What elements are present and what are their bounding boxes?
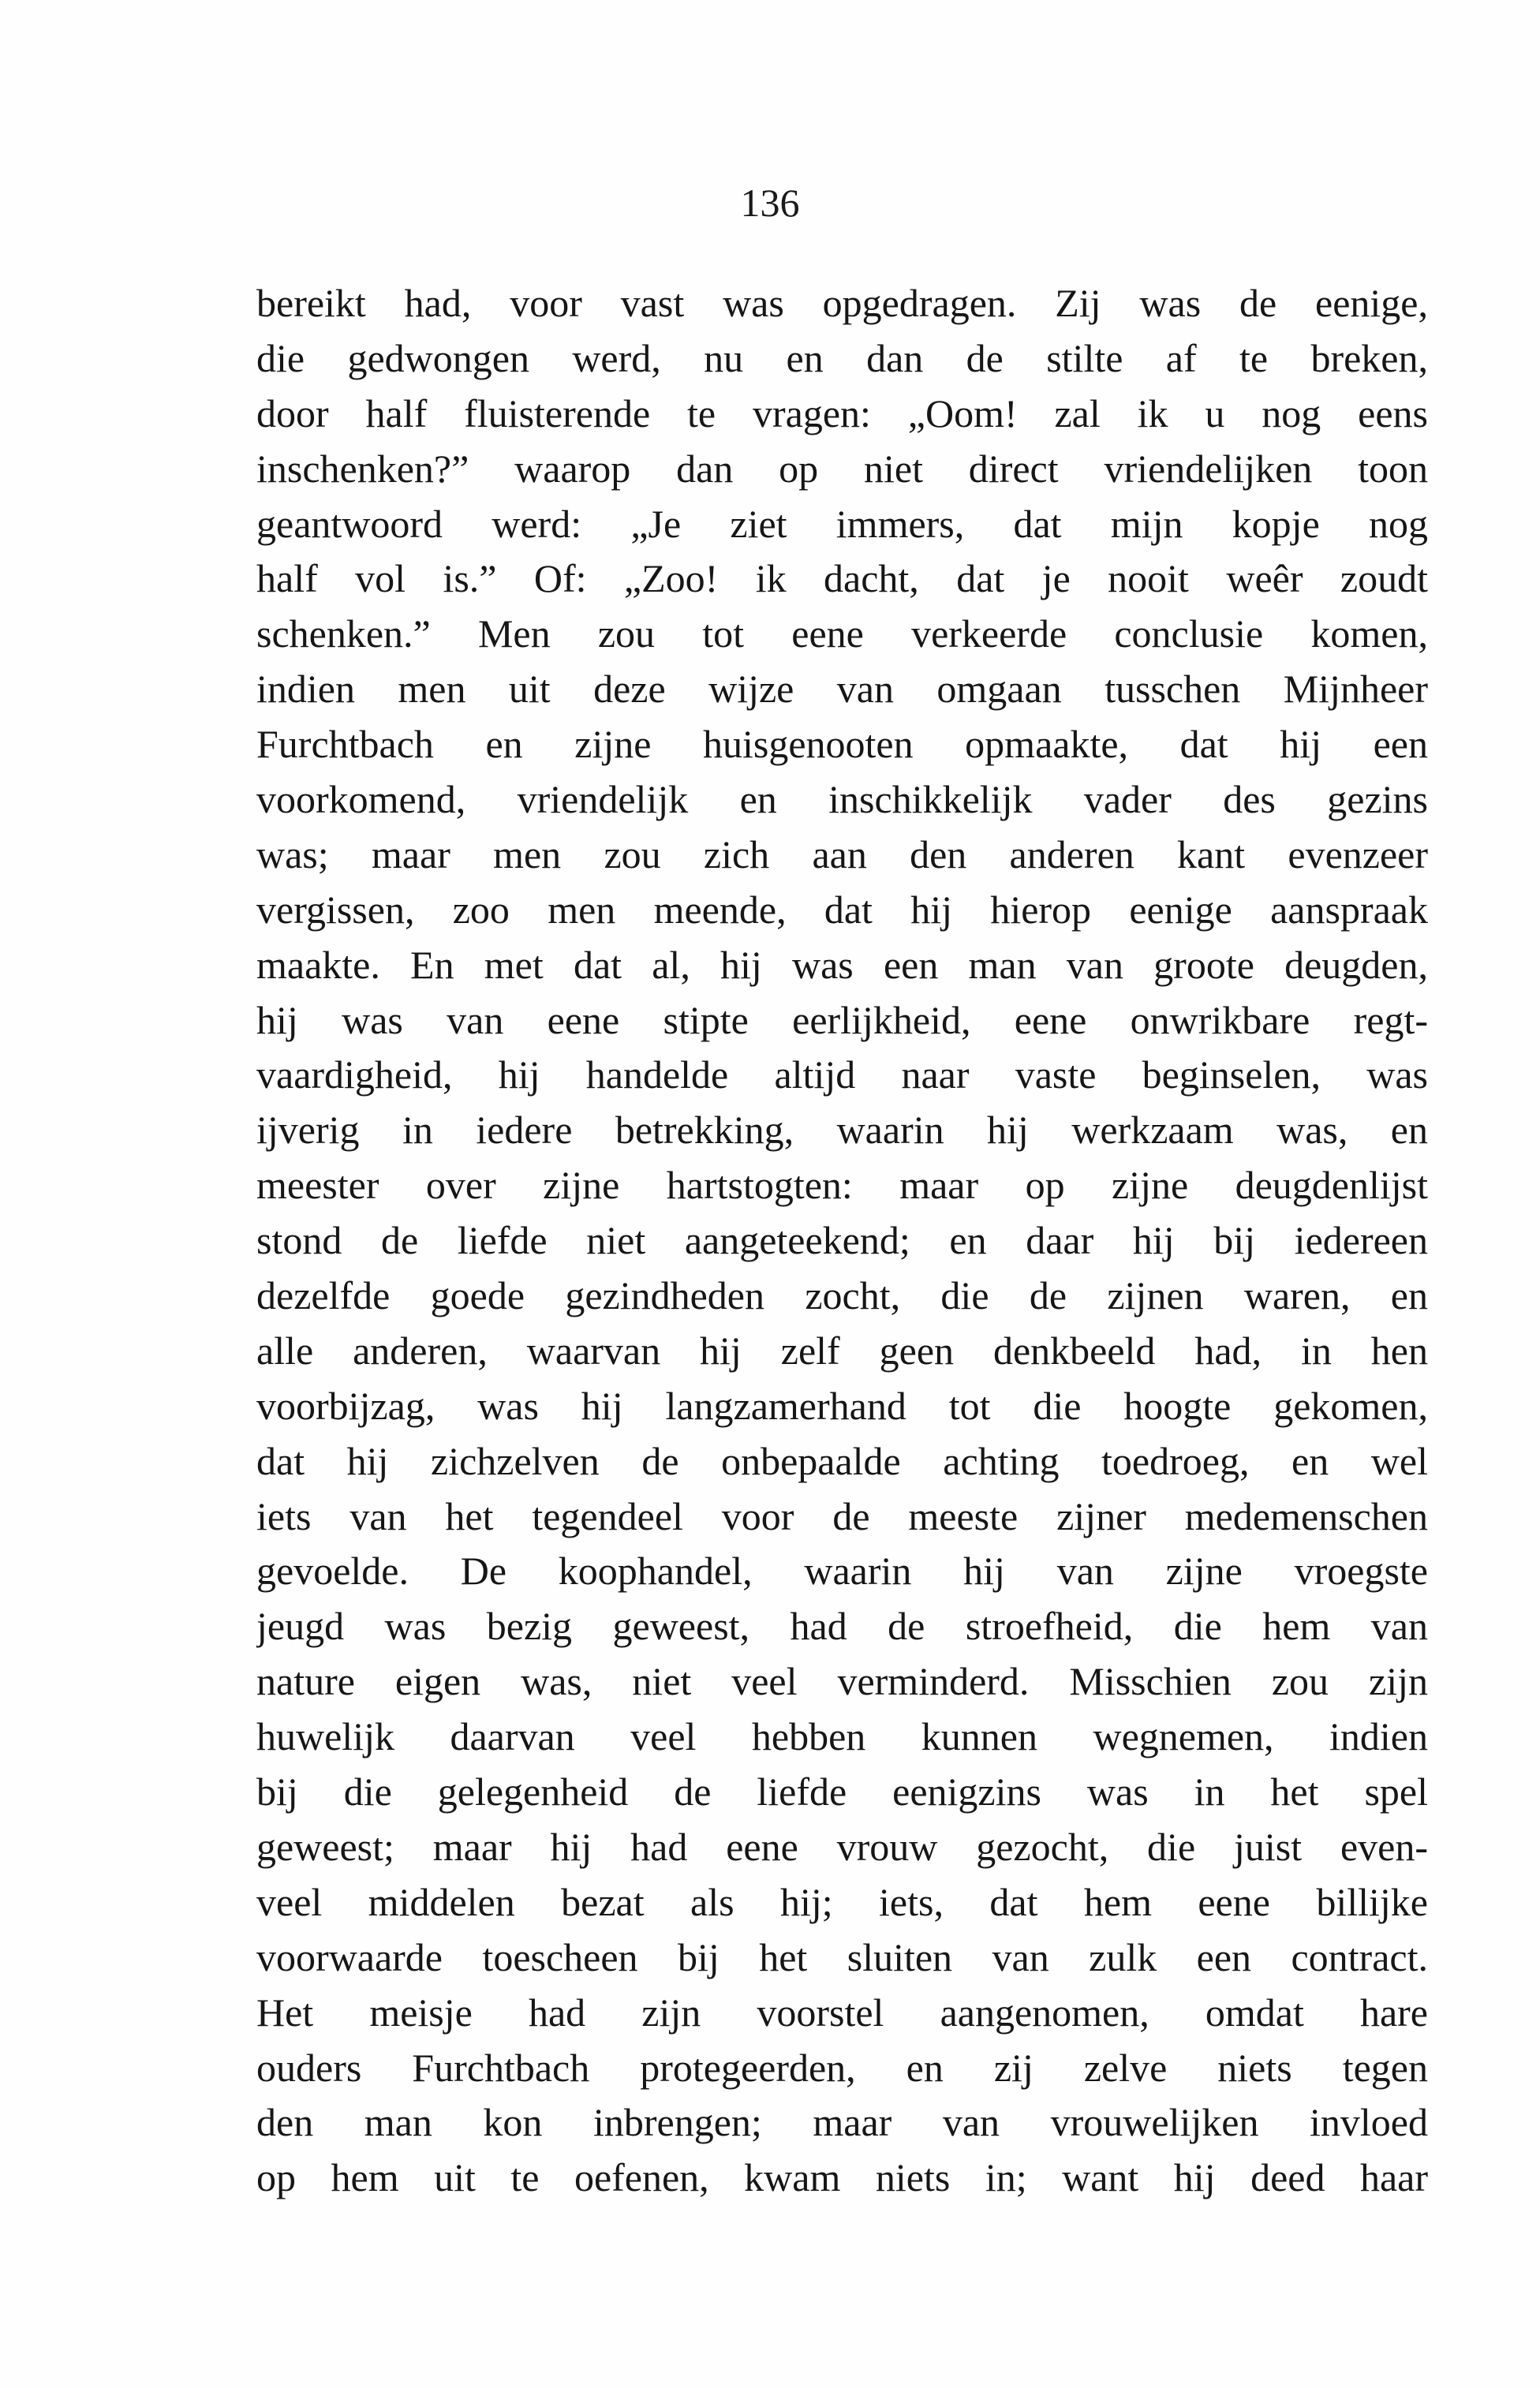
text-line: alle anderen, waarvan hij zelf geen denkbeeld had, in hen bbox=[256, 1328, 1428, 1373]
text-line: door half fluisterende te vragen: „Oom! zal ik u nog eens bbox=[256, 391, 1428, 435]
text-line: Het meisje had zijn voorstel aangenomen, omdat hare bbox=[256, 1990, 1428, 2035]
text-line: bereikt had, voor vast was opgedragen. Zij was de eenige, bbox=[256, 281, 1428, 325]
text-line: inschenken?” waarop dan op niet direct vriendelijken toon bbox=[256, 446, 1428, 491]
text-line: bij die gelegenheid de liefde eenigzins was in het spel bbox=[256, 1770, 1428, 1814]
text-line: indien men uit deze wijze van omgaan tusschen Mijnheer bbox=[256, 667, 1428, 712]
text-line: geantwoord werd: „Je ziet immers, dat mijn kopje nog bbox=[256, 501, 1428, 546]
text-line: den man kon inbrengen; maar van vrouwelijken invloed bbox=[256, 2100, 1428, 2145]
text-line: nature eigen was, niet veel verminderd. Misschien zou zijn bbox=[256, 1659, 1428, 1704]
text-line: Furchtbach en zijne huisgenooten opmaakte, dat hij een bbox=[256, 722, 1428, 767]
text-line: vaardigheid, hij handelde altijd naar vaste beginselen, was bbox=[256, 1052, 1428, 1097]
text-line: voorwaarde toescheen bij het sluiten van zulk een contract. bbox=[256, 1934, 1428, 1979]
body-text bbox=[256, 276, 1428, 2206]
text-line: voorbijzag, was hij langzamerhand tot die hoogte gekomen, bbox=[256, 1383, 1428, 1428]
text-line: geweest; maar hij had eene vrouw gezocht, die juist even- bbox=[256, 1824, 1428, 1869]
text-line: dat hij zichzelven de onbepaalde achting toedroeg, en wel bbox=[256, 1438, 1428, 1483]
text-line: ijverig in iedere betrekking, waarin hij werkzaam was, en bbox=[256, 1108, 1428, 1153]
text-line: iets van het tegendeel voor de meeste zijner medemenschen bbox=[256, 1493, 1428, 1538]
text-line: was; maar men zou zich aan den anderen kant evenzeer bbox=[256, 832, 1428, 876]
text-line: die gedwongen werd, nu en dan de stilte af te breken, bbox=[256, 335, 1428, 380]
text-line: ouders Furchtbach protegeerden, en zij zelve niets tegen bbox=[256, 2045, 1428, 2090]
text-line: op hem uit te oefenen, kwam niets in; want hij deed haar bbox=[256, 2155, 1428, 2200]
text-line: hij was van eene stipte eerlijkheid, eene onwrikbare regt- bbox=[256, 997, 1428, 1042]
text-line: dezelfde goede gezindheden zocht, die de zijnen waren, en bbox=[256, 1273, 1428, 1318]
text-line: veel middelen bezat als hij; iets, dat hem eene billijke bbox=[256, 1879, 1428, 1924]
text-line: meester over zijne hartstogten: maar op zijne deugdenlijst bbox=[256, 1163, 1428, 1208]
text-line: stond de liefde niet aangeteekend; en daar hij bij iedereen bbox=[256, 1218, 1428, 1263]
page-number: 136 bbox=[740, 181, 800, 225]
text-line: gevoelde. De koophandel, waarin hij van zijne vroegste bbox=[256, 1549, 1428, 1594]
text-line: jeugd was bezig geweest, had de stroefheid, die hem van bbox=[256, 1604, 1428, 1649]
text-line: schenken.” Men zou tot eene verkeerde conclusie komen, bbox=[256, 611, 1428, 656]
text-line: huwelijk daarvan veel hebben kunnen wegnemen, indien bbox=[256, 1714, 1428, 1759]
text-line: voorkomend, vriendelijk en inschikkelijk vader des gezins bbox=[256, 777, 1428, 822]
text-line: half vol is.” Of: „Zoo! ik dacht, dat je nooit weêr zoudt bbox=[256, 556, 1428, 601]
text-line: vergissen, zoo men meende, dat hij hierop eenige aanspraak bbox=[256, 887, 1428, 932]
text-line: maakte. En met dat al, hij was een man van groote deugden, bbox=[256, 942, 1428, 987]
